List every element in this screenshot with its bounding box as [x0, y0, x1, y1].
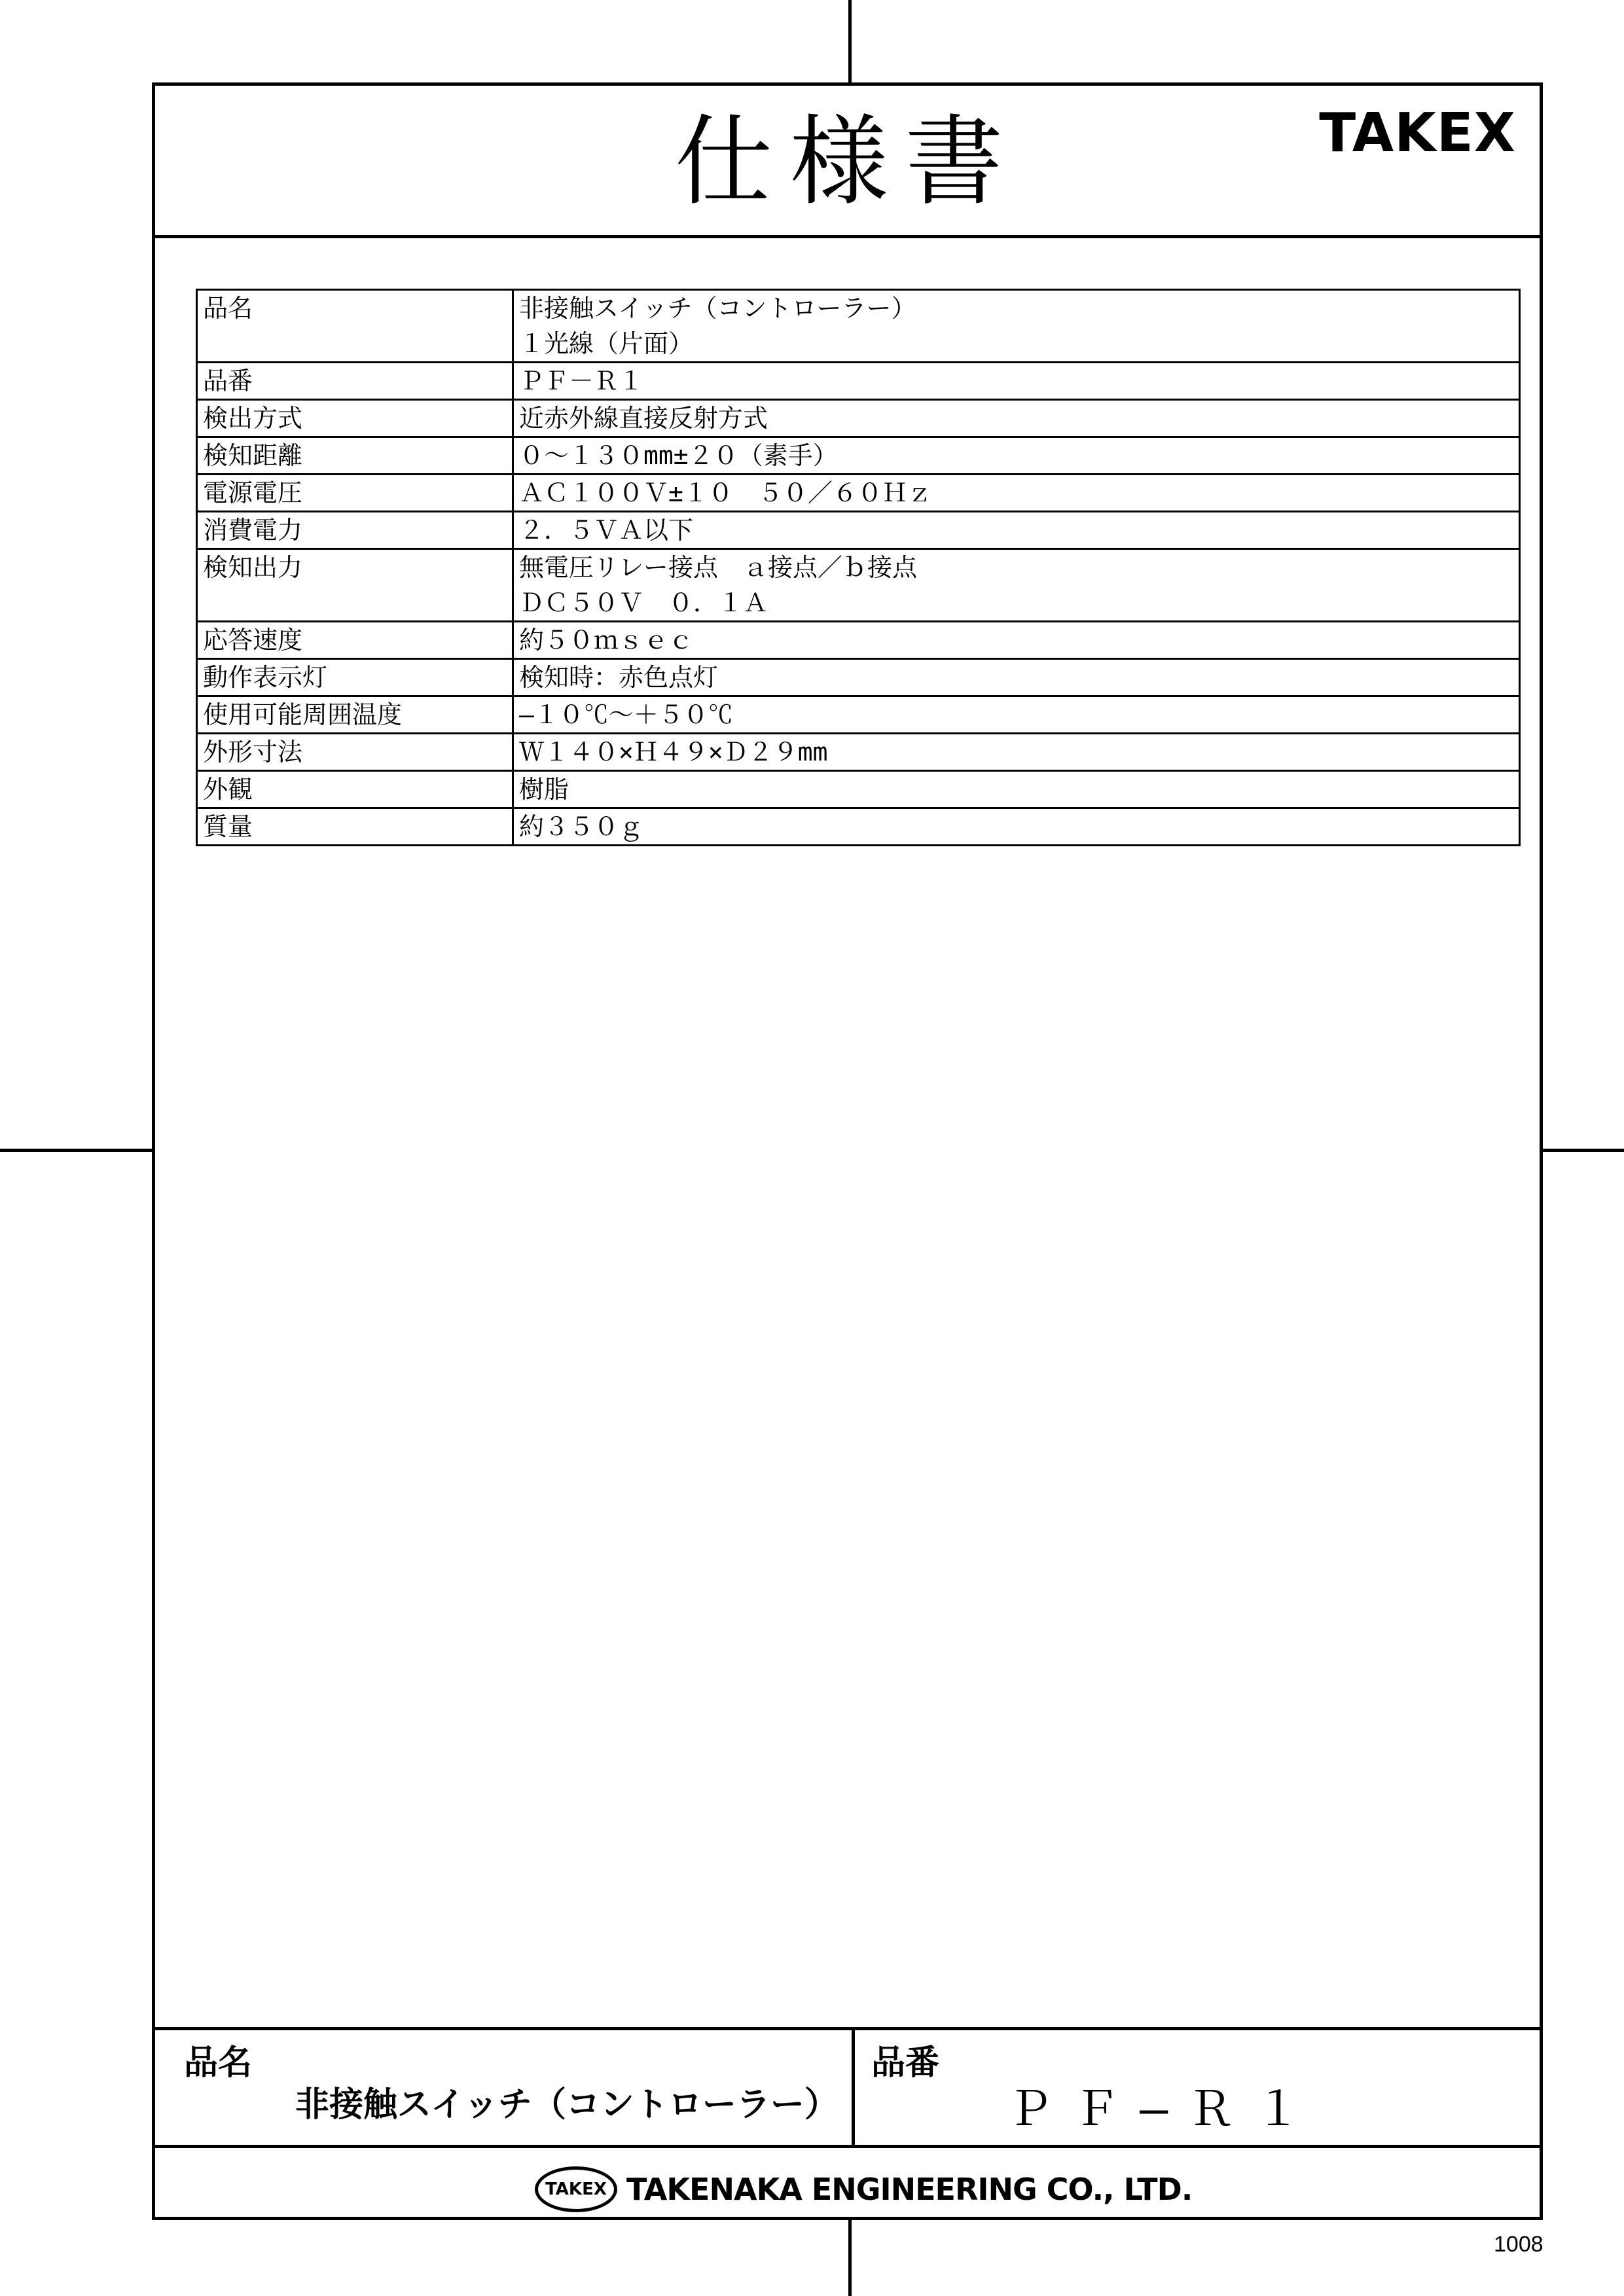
spec-row: [197, 400, 1520, 437]
spec-label: 検知出力: [197, 549, 513, 622]
registration-mark-left: [0, 1149, 152, 1152]
document-header: [155, 86, 1540, 238]
spec-table-body: [197, 290, 1520, 846]
spec-label: 応答速度: [197, 622, 513, 659]
spec-value: Ｗ１４０×Ｈ４９×Ｄ２９mm: [513, 734, 1520, 771]
registration-mark-top: [848, 0, 852, 82]
spec-label: 検出方式: [197, 400, 513, 437]
spec-row: [197, 622, 1520, 659]
spec-label: 使用可能周囲温度: [197, 696, 513, 734]
product-name-value: 非接触スイッチ（コントローラー）: [295, 2085, 839, 2125]
spec-row: [197, 475, 1520, 512]
spec-value: 約５０ｍｓｅｃ: [513, 622, 1520, 659]
document-title: 仕様書: [674, 105, 1020, 219]
company-logo: TAKEX: [535, 2166, 617, 2212]
document-number: 1008: [1494, 2232, 1543, 2257]
spec-label: 消費電力: [197, 512, 513, 549]
spec-value: 約３５０ｇ: [513, 808, 1520, 846]
spec-value: ―１０℃～＋５０℃: [513, 696, 1520, 734]
spec-label: 外観: [197, 771, 513, 808]
spec-value: 非接触スイッチ（コントローラー） １光線（片面）: [513, 290, 1520, 363]
spec-label: 検知距離: [197, 437, 513, 475]
spec-value: 近赤外線直接反射方式: [513, 400, 1520, 437]
spec-label: 品名: [197, 290, 513, 363]
spec-row: [197, 512, 1520, 549]
spec-label: 質量: [197, 808, 513, 846]
product-number-label: 品番: [871, 2043, 940, 2083]
spec-value: ＰＦ－Ｒ１: [513, 363, 1520, 400]
spec-value: 検知時：赤色点灯: [513, 659, 1520, 696]
spec-row: [197, 290, 1520, 363]
spec-label: 動作表示灯: [197, 659, 513, 696]
company-block: [535, 2166, 1192, 2212]
spec-row: [197, 696, 1520, 734]
spec-value: ２．５ＶＡ以下: [513, 512, 1520, 549]
product-info-divider: [852, 2030, 855, 2145]
spec-value: ＡＣ１００Ｖ±１０ ５０／６０Ｈｚ: [513, 475, 1520, 512]
spec-row: [197, 659, 1520, 696]
spec-label: 外形寸法: [197, 734, 513, 771]
registration-mark-bottom: [848, 2220, 852, 2296]
document-frame: [152, 82, 1543, 2220]
spec-value: 無電圧リレー接点 ａ接点／ｂ接点 ＤＣ５０Ｖ ０．１Ａ: [513, 549, 1520, 622]
spec-row: [197, 549, 1520, 622]
spec-row: [197, 771, 1520, 808]
spec-value: ０～１３０mm±２０（素手）: [513, 437, 1520, 475]
spec-row: [197, 734, 1520, 771]
spec-label: 電源電圧: [197, 475, 513, 512]
spec-row: [197, 437, 1520, 475]
company-footer: [155, 2148, 1540, 2220]
brand-logo: TAKEX: [1319, 102, 1516, 164]
product-info-box: [155, 2027, 1540, 2148]
product-number-value: ＰＦ―Ｒ１: [1006, 2081, 1322, 2136]
spec-value: 樹脂: [513, 771, 1520, 808]
spec-row: [197, 363, 1520, 400]
spec-label: 品番: [197, 363, 513, 400]
company-name: TAKENAKA ENGINEERING CO., LTD.: [626, 2172, 1193, 2207]
spec-row: [197, 808, 1520, 846]
registration-mark-right: [1543, 1149, 1624, 1152]
product-name-label: 品名: [184, 2043, 253, 2083]
spec-table: [196, 289, 1521, 846]
